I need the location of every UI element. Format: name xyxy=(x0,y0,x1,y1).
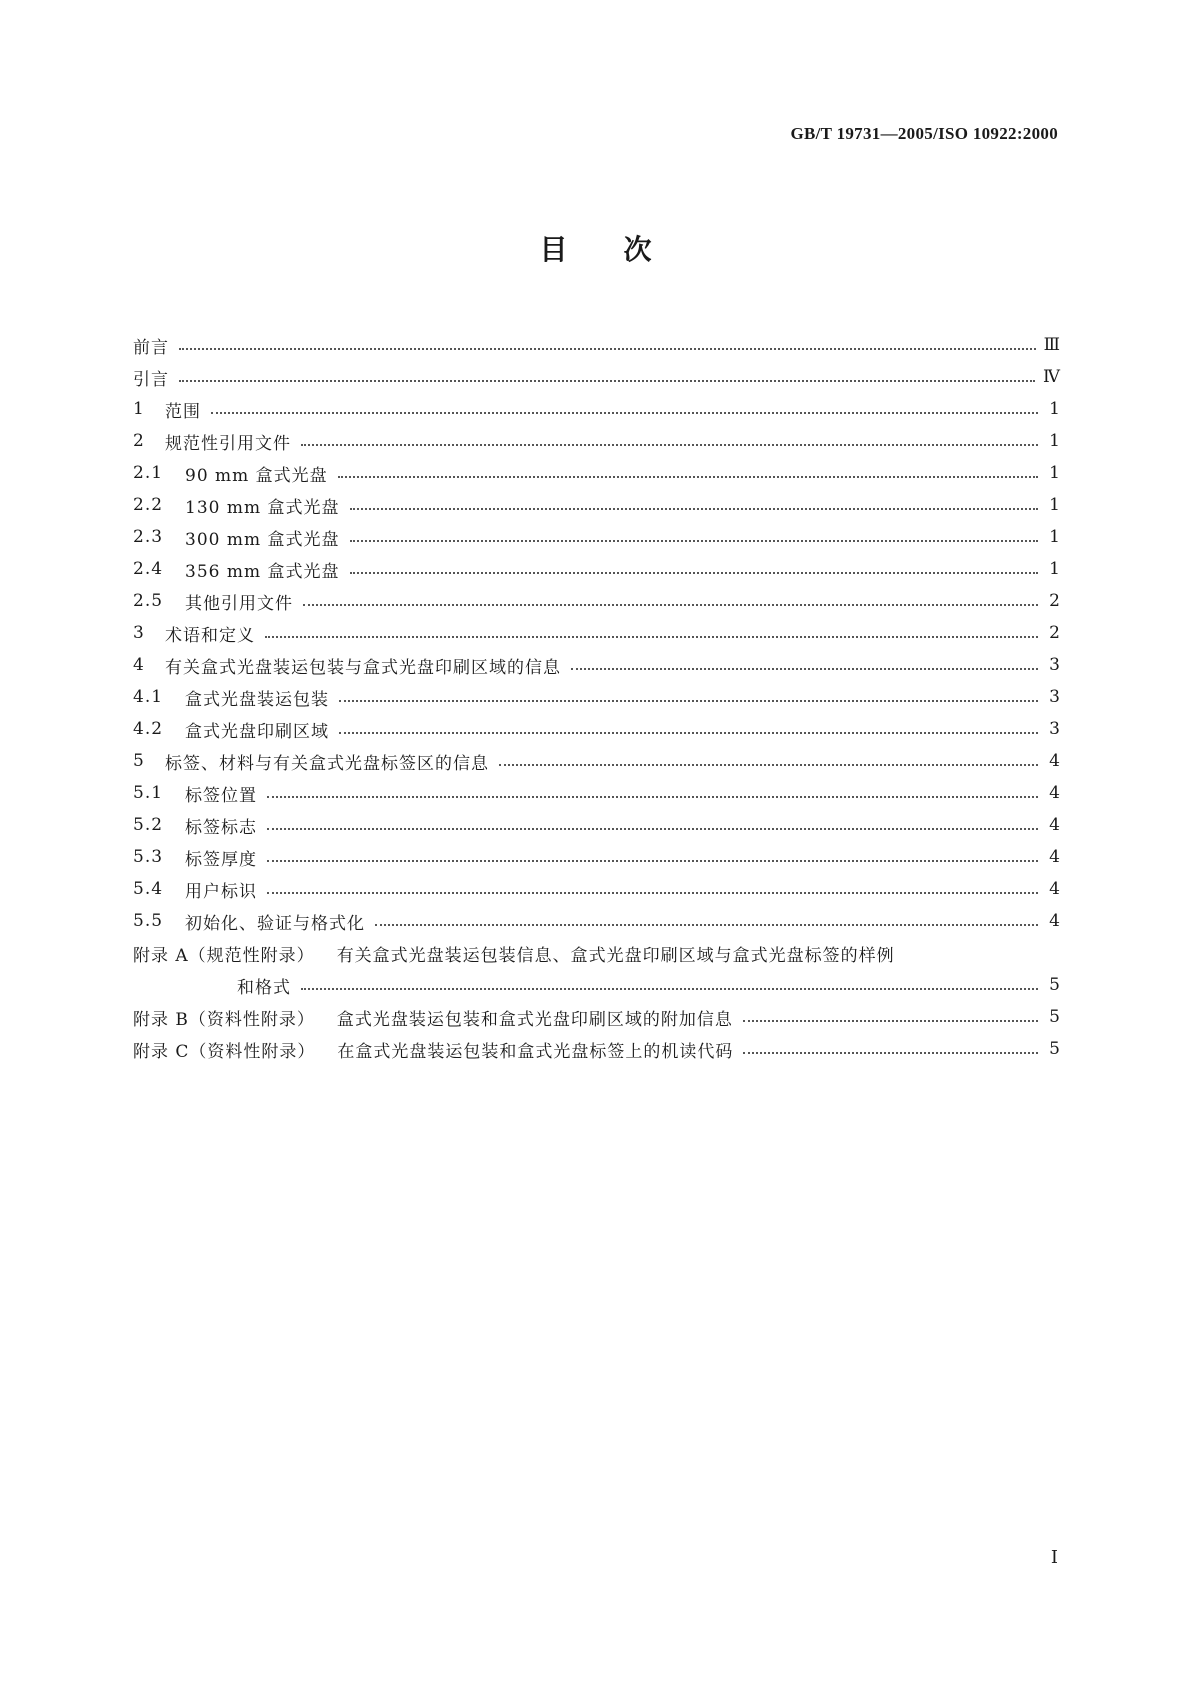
toc-entry-5-5[interactable] xyxy=(133,905,1060,937)
toc-entry-label: 标签、材料与有关盒式光盘标签区的信息 xyxy=(165,753,489,774)
page-title: 目次 xyxy=(539,233,708,266)
leader-dots xyxy=(350,572,1039,574)
toc-entry-label: 其他引用文件 xyxy=(185,593,293,614)
toc-entry-page: 4 xyxy=(1049,847,1060,867)
toc-entry-label: 范围 xyxy=(165,401,201,422)
toc-entry-label: 术语和定义 xyxy=(165,625,255,646)
toc-entry-number: 1 xyxy=(133,399,145,419)
leader-dots xyxy=(301,444,1038,446)
toc-entry-label: 356 mm 盒式光盘 xyxy=(185,561,340,582)
annex-id: 附录 C（资料性附录） xyxy=(133,1041,316,1062)
annex-title: 有关盒式光盘装运包装信息、盒式光盘印刷区域与盒式光盘标签的样例 xyxy=(336,945,895,966)
toc-annex-c[interactable] xyxy=(133,1033,1060,1065)
toc-entry-introduction[interactable] xyxy=(133,361,1060,393)
leader-dots xyxy=(303,604,1038,606)
annex-title: 盒式光盘装运包装和盒式光盘印刷区域的附加信息 xyxy=(336,1009,733,1030)
toc-entry-5-2[interactable] xyxy=(133,809,1060,841)
toc-entry-label: 130 mm 盒式光盘 xyxy=(185,497,340,518)
leader-dots xyxy=(350,508,1039,510)
toc-entry-page: 4 xyxy=(1049,751,1060,771)
toc-entry-2-4[interactable] xyxy=(133,553,1060,585)
leader-dots xyxy=(179,380,1035,382)
toc-entry-page: 2 xyxy=(1049,591,1060,611)
toc-entry-page: 1 xyxy=(1049,559,1060,579)
table-of-contents xyxy=(133,329,1060,1065)
toc-entry-number: 2.3 xyxy=(133,527,164,547)
toc-entry-number: 5.5 xyxy=(133,911,164,931)
toc-entry-1[interactable] xyxy=(133,393,1060,425)
toc-entry-number: 5.1 xyxy=(133,783,164,803)
toc-annex-b[interactable] xyxy=(133,1001,1060,1033)
toc-entry-label: 90 mm 盒式光盘 xyxy=(185,465,328,486)
leader-dots xyxy=(211,412,1038,414)
leader-dots xyxy=(743,1052,1038,1054)
standard-number: GB/T 19731—2005/ISO 10922:2000 xyxy=(790,124,1058,143)
leader-dots xyxy=(338,476,1038,478)
leader-dots xyxy=(571,668,1038,670)
leader-dots xyxy=(339,732,1038,734)
toc-entry-page: 4 xyxy=(1049,783,1060,803)
toc-entry-number: 2.5 xyxy=(133,591,164,611)
annex-title-continued: 和格式 xyxy=(237,977,291,998)
annex-title: 在盒式光盘装运包装和盒式光盘标签上的机读代码 xyxy=(337,1041,734,1062)
toc-entry-page: 4 xyxy=(1049,815,1060,835)
leader-dots xyxy=(179,348,1036,350)
toc-entry-2-3[interactable] xyxy=(133,521,1060,553)
toc-entry-number: 5 xyxy=(133,751,145,771)
toc-entry-number: 3 xyxy=(133,623,145,643)
leader-dots xyxy=(499,764,1038,766)
page-number: Ⅰ xyxy=(1050,1547,1058,1567)
toc-entry-label: 300 mm 盒式光盘 xyxy=(185,529,340,550)
toc-entry-page: 2 xyxy=(1049,623,1060,643)
toc-entry-foreword[interactable] xyxy=(133,329,1060,361)
toc-entry-number: 2.1 xyxy=(133,463,164,483)
toc-entry-2[interactable] xyxy=(133,425,1060,457)
leader-dots xyxy=(301,988,1038,990)
toc-entry-page: 1 xyxy=(1049,431,1060,451)
leader-dots xyxy=(743,1020,1038,1022)
toc-entry-label: 有关盒式光盘装运包装与盒式光盘印刷区域的信息 xyxy=(165,657,561,678)
toc-entry-page: 4 xyxy=(1049,911,1060,931)
toc-entry-page: 5 xyxy=(1049,1039,1060,1059)
annex-id: 附录 A（规范性附录） xyxy=(133,945,315,966)
toc-entry-2-2[interactable] xyxy=(133,489,1060,521)
toc-entry-label: 标签标志 xyxy=(185,817,257,838)
toc-entry-2-5[interactable] xyxy=(133,585,1060,617)
toc-entry-page: Ⅳ xyxy=(1043,367,1060,387)
toc-entry-number: 5.2 xyxy=(133,815,164,835)
toc-entry-page: 1 xyxy=(1049,527,1060,547)
toc-entry-label: 用户标识 xyxy=(185,881,257,902)
toc-entry-number: 2 xyxy=(133,431,145,451)
leader-dots xyxy=(265,636,1038,638)
toc-entry-5-1[interactable] xyxy=(133,777,1060,809)
leader-dots xyxy=(267,796,1038,798)
toc-entry-number: 4 xyxy=(133,655,145,675)
toc-entry-4[interactable] xyxy=(133,649,1060,681)
toc-entry-4-2[interactable] xyxy=(133,713,1060,745)
toc-entry-label: 盒式光盘印刷区域 xyxy=(185,721,329,742)
leader-dots xyxy=(267,828,1038,830)
annex-id: 附录 B（资料性附录） xyxy=(133,1009,315,1030)
toc-entry-number: 4.2 xyxy=(133,719,164,739)
toc-entry-5[interactable] xyxy=(133,745,1060,777)
toc-entry-page: 1 xyxy=(1049,495,1060,515)
toc-entry-4-1[interactable] xyxy=(133,681,1060,713)
toc-entry-page: 1 xyxy=(1049,399,1060,419)
toc-entry-page: 3 xyxy=(1049,719,1060,739)
toc-entry-label: 规范性引用文件 xyxy=(165,433,291,454)
toc-entry-page: Ⅲ xyxy=(1043,335,1060,355)
toc-entry-5-3[interactable] xyxy=(133,841,1060,873)
toc-entry-number: 2.4 xyxy=(133,559,164,579)
toc-entry-label: 初始化、验证与格式化 xyxy=(185,913,365,934)
toc-entry-page: 3 xyxy=(1049,655,1060,675)
toc-entry-label: 前言 xyxy=(133,337,169,358)
toc-entry-page: 5 xyxy=(1049,975,1060,995)
toc-entry-2-1[interactable] xyxy=(133,457,1060,489)
leader-dots xyxy=(267,892,1038,894)
toc-entry-page: 3 xyxy=(1049,687,1060,707)
leader-dots xyxy=(375,924,1038,926)
toc-entry-number: 4.1 xyxy=(133,687,164,707)
leader-dots xyxy=(350,540,1039,542)
toc-entry-page: 4 xyxy=(1049,879,1060,899)
toc-entry-number: 5.4 xyxy=(133,879,164,899)
toc-entry-page: 1 xyxy=(1049,463,1060,483)
toc-entry-label: 引言 xyxy=(133,369,169,390)
leader-dots xyxy=(267,860,1038,862)
toc-entry-number: 2.2 xyxy=(133,495,164,515)
toc-entry-label: 标签厚度 xyxy=(185,849,257,870)
toc-entry-label: 盒式光盘装运包装 xyxy=(185,689,329,710)
leader-dots xyxy=(339,700,1038,702)
toc-entry-page: 5 xyxy=(1049,1007,1060,1027)
toc-entry-number: 5.3 xyxy=(133,847,164,867)
toc-annex-a-continued[interactable] xyxy=(133,969,1060,1001)
toc-entry-5-4[interactable] xyxy=(133,873,1060,905)
toc-entry-label: 标签位置 xyxy=(185,785,257,806)
toc-entry-3[interactable] xyxy=(133,617,1060,649)
toc-annex-a[interactable] xyxy=(133,937,1060,969)
